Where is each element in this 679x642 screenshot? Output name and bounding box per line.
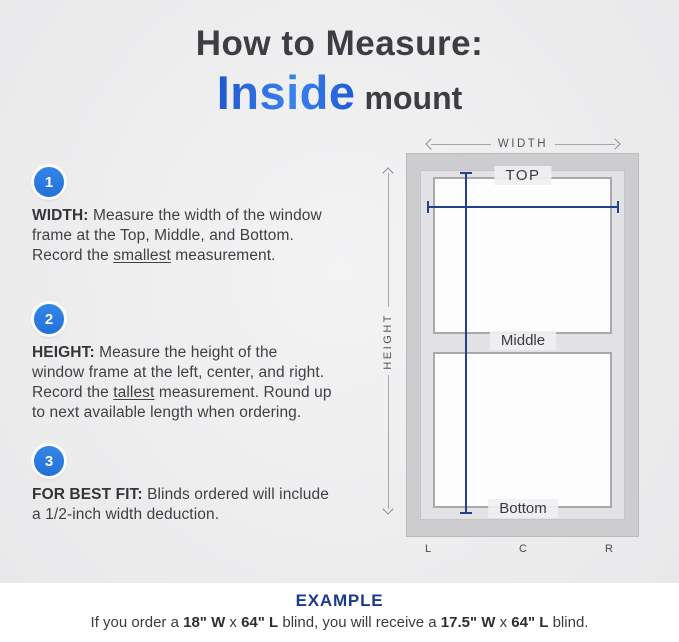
step-1-number-badge: 1 [34,167,64,197]
width-measure-line [427,206,619,208]
title-line2 [0,65,679,120]
arrow-right-icon [609,138,620,149]
height-measure-line [465,172,467,514]
window-lower-pane [433,352,612,509]
step-1 [32,167,344,266]
step-3-number-badge: 3 [34,446,64,476]
title-suffix: mount [364,80,463,116]
step-1-underlined-word: smallest [113,247,171,264]
label-top: TOP [494,166,551,185]
step-1-lead: WIDTH: [32,207,89,224]
step-3-lead: FOR BEST FIT: [32,486,143,503]
example-heading: EXAMPLE [295,591,384,610]
step-2-lead: HEIGHT: [32,344,95,361]
arrow-up-icon [382,167,393,178]
step-2-body-end: measurement. Round up to next available length when ordering. [32,384,332,421]
step-3-text [32,485,334,525]
label-left: L [425,543,433,555]
width-arrow-label: WIDTH [497,138,549,150]
title-emphasis: Inside [216,66,356,119]
window-upper-pane [433,177,612,334]
label-bottom: Bottom [488,499,558,518]
width-dimension-arrow [427,137,619,151]
step-1-body: Measure the width of the window frame at the Top, Middle, and Bottom. Record the [32,207,322,264]
step-2-underlined-word: tallest [113,384,155,401]
example-sentence: If you order a 18" W x 64" L blind, you will receive a 17.5" W x 64" L blind. [90,614,589,631]
ordered-size: 18" W [183,614,226,631]
step-2-text [32,343,334,423]
label-middle: Middle [490,331,556,350]
page-title [0,24,679,120]
label-center: C [519,543,528,555]
step-1-body-end: measurement. [170,247,276,264]
arrow-left-icon [425,138,436,149]
step-1-text [32,206,334,266]
title-line1: How to Measure: [195,24,484,63]
step-2 [32,304,344,423]
height-dimension-arrow [381,169,395,513]
step-2-body: Measure the height of the window frame at the left, center, and right. Record the [32,344,325,401]
height-arrow-label: HEIGHT [382,312,394,370]
step-3 [32,446,344,525]
received-size: 17.5" W [440,614,496,631]
step-2-number-badge: 2 [34,304,64,334]
arrow-down-icon [382,503,393,514]
step-3-body: Blinds ordered will include a 1/2-inch width deduction. [32,486,329,523]
label-right: R [605,543,614,555]
example-section [0,583,679,642]
